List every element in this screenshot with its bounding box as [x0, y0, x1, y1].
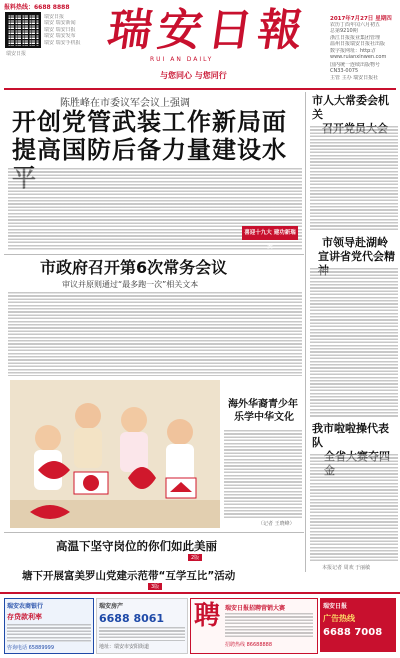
ad-recruit-mark: 聘	[194, 601, 221, 631]
meeting-title: 市政府召开第6次常务会议	[40, 258, 228, 277]
ad-bank-name: 瑞安农商银行	[7, 603, 44, 610]
heat-page-tag[interactable]: 2版	[188, 554, 202, 561]
issue-line: www.ruianxinwen.com	[330, 54, 387, 61]
ad-realestate-address: 地址：瑞安市安阳街道	[99, 644, 150, 650]
left-index-line: 瑞安 瑞安手机报	[44, 39, 81, 46]
ad-realestate-body	[99, 627, 185, 641]
issue-line: 总第9210期	[330, 28, 358, 35]
photo-story-credit: （记者 王晓峰）	[258, 521, 295, 527]
meeting-body	[8, 292, 302, 376]
photo-story-body	[224, 430, 302, 518]
issue-index-line: CN33-0075	[330, 68, 359, 75]
heat-story-title[interactable]: 高温下坚守岗位的你们如此美丽	[56, 539, 217, 553]
ad-strip	[0, 592, 400, 658]
side-story-3-title-line: 我市啦啦操代表队	[312, 422, 389, 449]
issue-index-line: 主管 主办 瑞安日报社	[330, 74, 379, 81]
left-index-line: 瑞安 瑞安日报	[44, 26, 76, 33]
banner-badge	[242, 226, 298, 250]
section-divider	[4, 254, 304, 255]
photo-story-title	[228, 398, 304, 424]
photo-children-papercut	[10, 380, 220, 528]
ad-house-label: 广告热线	[323, 614, 355, 623]
ad-realestate-name: 瑞安房产	[99, 603, 124, 610]
qr-code-icon	[5, 12, 41, 48]
masthead-rule	[4, 88, 396, 90]
left-index-line: 瑞安 瑞安发布	[44, 33, 76, 40]
brand-logo: 瑞安日報	[104, 5, 312, 56]
ad-bank-headline: 存贷款利率	[7, 613, 42, 621]
ad-realestate[interactable]	[96, 598, 188, 654]
column-divider	[305, 92, 306, 572]
ad-recruit[interactable]	[190, 598, 318, 654]
ad-bank-phone: 咨询电话 65889999	[7, 645, 55, 651]
party-page-tag[interactable]: 3版	[148, 583, 162, 590]
issue-line: 温州日报瑞安日报社出版	[330, 41, 386, 48]
ad-bank-body	[7, 624, 91, 642]
side-story-1-title-line: 市人大常委会机关	[312, 94, 389, 121]
lead-title-line: 开创党管武装工作新局面	[12, 107, 287, 136]
lead-title-line: 提高国防后备力量建设水	[12, 135, 287, 164]
photo-story-title-line: 乐学中华文化	[234, 412, 294, 423]
meeting-subtitle: 审议并原则通过“最多跑一次”相关文本	[62, 280, 199, 289]
ad-recruit-body	[225, 613, 313, 637]
issue-line: 浙江日报报业集团管理	[330, 34, 381, 41]
left-index	[44, 14, 84, 46]
bottom-divider	[4, 532, 304, 533]
issue-index-line: 国内统一连续出版物号	[330, 62, 381, 68]
side-story-3-body	[310, 454, 398, 562]
issue-date: 2017年7月27日 星期四	[330, 16, 392, 22]
ad-recruit-title: 瑞安日报招聘营销大赛	[225, 605, 286, 612]
side-story-2-body	[310, 268, 398, 418]
ad-house-name: 瑞安日报	[323, 603, 348, 610]
left-index-line: 瑞安日报	[44, 14, 65, 20]
masthead	[0, 0, 400, 90]
party-story-title[interactable]: 塘下开展富美罗山党建示范带“互学互比”活动	[22, 570, 236, 582]
side-story-3-byline: 本报记者 周欢 于丽敏	[322, 565, 371, 571]
side-story-2-title-line: 宣讲省党代会精	[318, 250, 395, 263]
left-index-line: 瑞安 瑞安新闻	[44, 20, 76, 27]
brand-en: RUI AN DAILY	[150, 56, 214, 63]
issue-info	[330, 22, 398, 60]
photo-illustration	[10, 380, 220, 528]
qr-caption: 瑞安日报	[6, 51, 27, 57]
ad-bank[interactable]	[4, 598, 94, 654]
issue-line: 数字报网址：http://	[330, 47, 376, 54]
slogan: 与您同心 与您同行	[160, 71, 227, 80]
ad-recruit-phone: 招聘热线 86688888	[225, 642, 273, 648]
photo-story-title-line: 海外华裔青少年	[228, 399, 298, 410]
banner-text: 喜迎十九大 建功新瑞安	[244, 230, 296, 250]
ad-house[interactable]	[320, 598, 396, 652]
issue-line: 农历丁酉年闰六月初五	[330, 22, 381, 28]
issue-index	[330, 62, 398, 81]
side-story-1-body	[310, 126, 398, 230]
side-story-2-title-line: 市领导赴湖岭	[322, 236, 388, 249]
lead-kicker: 陈胜峰在市委议军会议上强调	[60, 98, 190, 109]
ad-house-phone: 6688 7008	[323, 627, 383, 638]
hotline-label: 报料热线：6688 8888	[4, 4, 70, 11]
ad-realestate-phone: 6688 8061	[99, 612, 165, 625]
